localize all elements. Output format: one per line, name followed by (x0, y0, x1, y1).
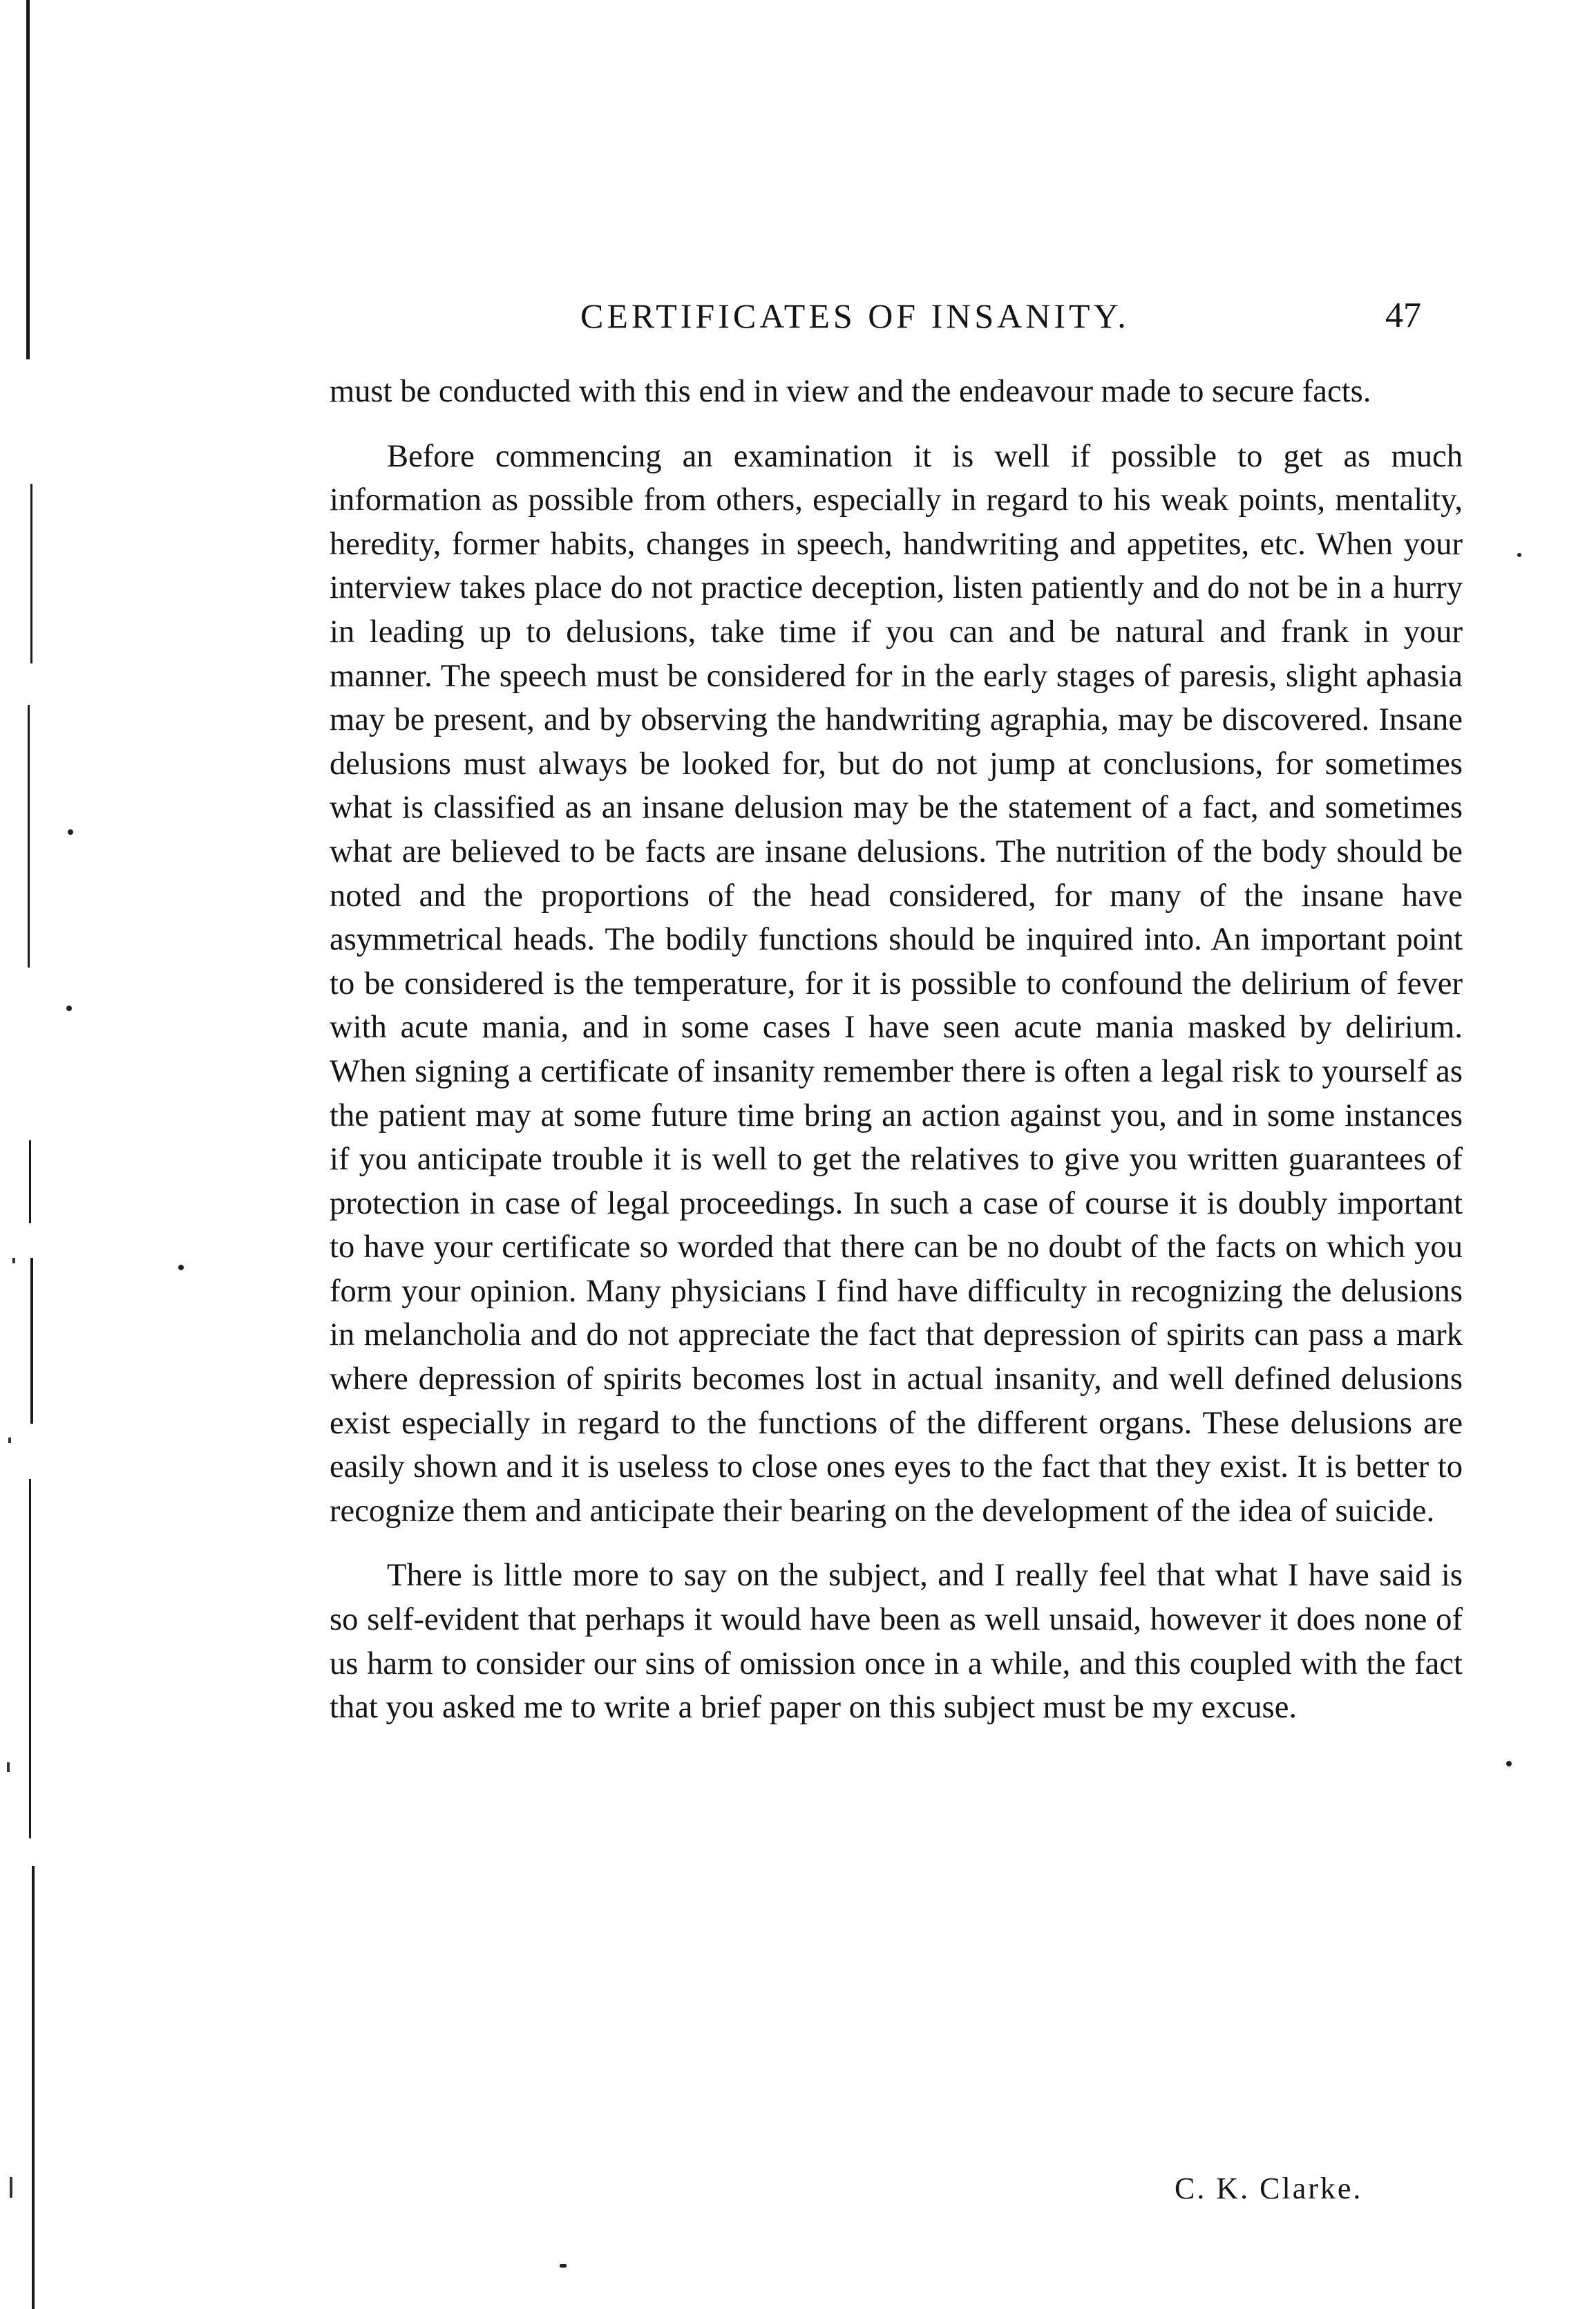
scan-speck (560, 2264, 567, 2268)
body-text (330, 370, 1463, 1730)
scan-speck (68, 829, 73, 835)
scan-speck (1517, 553, 1521, 557)
scan-speck (1506, 1761, 1512, 1766)
paragraph-closing: There is little more to say on the subject, and I really feel that what I have said is so self-evident that perhaps it would have been as well unsaid, however it does none of us harm to consider our sins of omission once in a while, and this coupled with the fact that you asked me to write a brief paper on this subject must be my excuse. (330, 1557, 1463, 1726)
scan-speck (66, 1006, 72, 1011)
paragraph-examination: Before commencing an examination it is well if possible to get as much information as possible from others, especially in regard to his weak points, mentality, heredity, former habits, changes in speech, handwriting and appetites, etc. When your interview takes place do not practice deception, listen patiently and do not be in a hurry in leading up to delusions, take time if you can and be natural and frank in your manner. The speech must be considered for in the early stages of paresis, slight aphasia may be present, and by observing the handwriting agraphia, may be discovered. Insane delusions must always be looked for, but do not jump at conclusions, for sometimes what is classified as an insane delusion may be the statement of a fact, and sometimes what are believed to be facts are insane delusions. The nutrition of the body should be noted and the proportions of the head considered, for many of the insane have asymmetrical heads. The bodily functions should be inquired into. An important point to be considered is the temperature, for it is possible to confound the delirium of fever with acute mania, and in some cases I have seen acute mania masked by delirium. When signing a certificate of insanity remember there is often a legal risk to yourself as the patient may at some future time bring an action against you, and in some instances if you anticipate trouble it is well to get the relatives to give you written guarantees of protection in case of legal proceedings. In such a case of course it is doubly important to have your certificate so worded that there can be no doubt of the facts on which you form your opinion. Many physicians I find have difficulty in recognizing the delusions in melancholia and do not appreciate the fact that depression of spirits can pass a mark where depression of spirits becomes lost in actual insanity, and well defined delusions exist especially in regard to the functions of the different organs. These delusions are easily shown and it is useless to close ones eyes to the fact that they exist. It is better to recognize them and anticipate their bearing on the development of the idea of suicide. (330, 437, 1463, 1529)
page-number: 47 (1385, 296, 1421, 335)
paragraph-continuation: must be conducted with this end in view and the endeavour made to secure facts. (330, 373, 1371, 409)
scan-speck (178, 1265, 184, 1270)
running-head (0, 285, 1596, 347)
author-signature: C. K. Clarke. (1175, 2171, 1363, 2205)
running-title: CERTIFICATES OF INSANITY. (580, 296, 1130, 335)
